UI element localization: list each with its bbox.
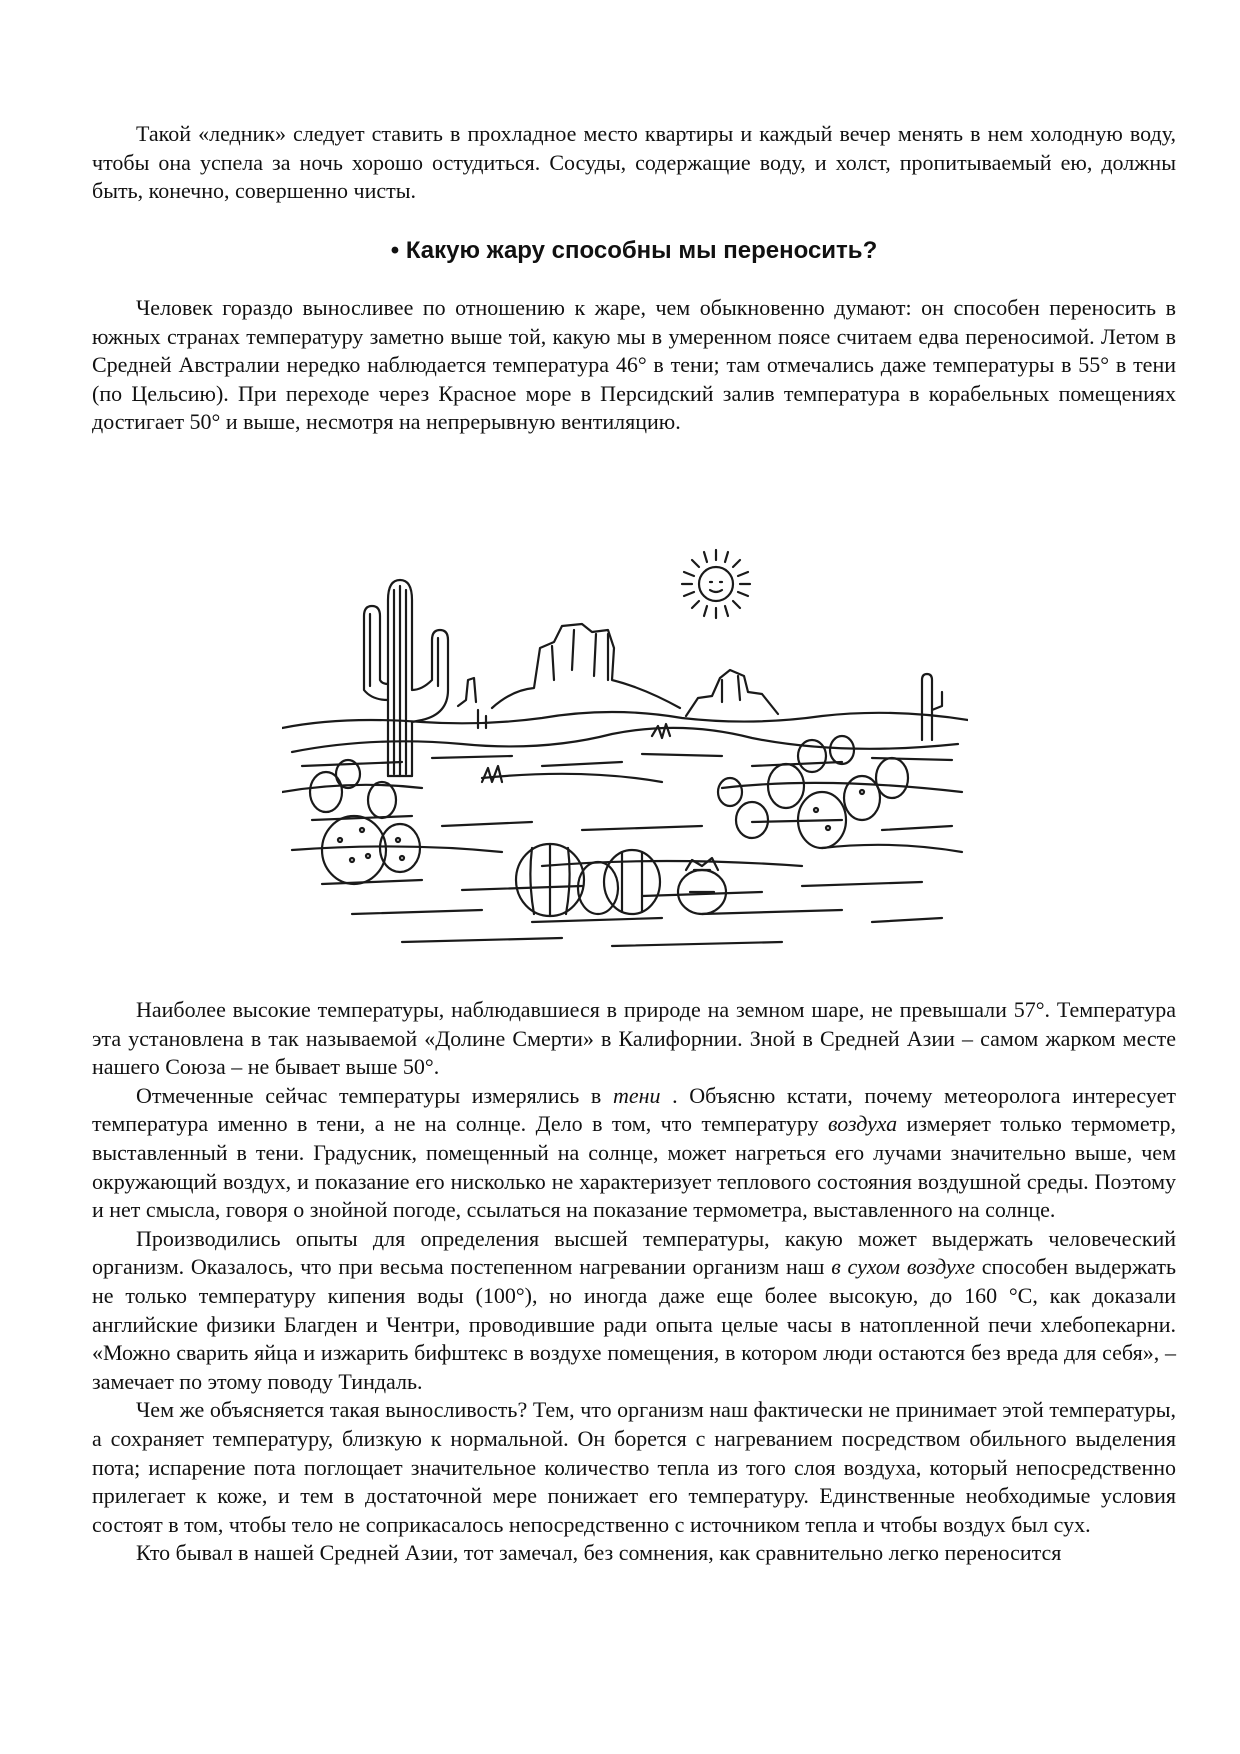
mesa-center — [492, 624, 680, 708]
prickly-pear-cactus-icon — [310, 760, 420, 884]
barrel-cactus-icon — [516, 844, 726, 916]
body-paragraph-4: Чем же объясняется такая выносливость? Тем, что организм наш фактически не принимает этой температуры, а сохраняет температуру, близкую к нормальной. Он борется с нагреванием посредством обильного выделения пота; испарение пота поглощает значительное количество тепла из того слоя воздуха, который непосредственно прилегает к коже, и тем в достаточной мере понижает его температуру. Единственные необходимые условия состоят в том, чтобы тело не соприкасалось непосредственно с источником тепла и чтобы воздух был сух. — [92, 1397, 1176, 1537]
body-paragraph-5: Кто бывал в нашей Средней Азии, тот замечал, без сомнения, как сравнительно легко переносится — [136, 1540, 1062, 1566]
body-paragraph-2: Отмеченные сейчас температуры измерялись в тени . Объясню кстати, почему метеоролога интересует температура именно в тени, а не на солнце. Дело в том, что температуру воздуха измеряет только термометр, выставленный в тени. Градусник, помещенный на солнце, может нагреться его лучами значительно выше, чем окружающий воздух, и показание его нисколько не характеризует теплового состояния воздушной среды. Поэтому и нет смысла, говоря о знойной погоде, ссылаться на показание термометра, выставленного на солнце. — [92, 1082, 1176, 1223]
intro-text — [92, 120, 1176, 206]
body-text — [92, 996, 1176, 1568]
section-heading: • Какую жару способны мы переносить? — [390, 237, 878, 264]
intro-paragraph: Такой «ледник» следует ставить в прохладное место квартиры и каждый вечер менять в нем холодную воду, чтобы она успела за ночь хорошо остудиться. Сосуды, содержащие воду, и холст, пропитываемый ею, должны быть, конечно, совершенно чисты. — [92, 121, 1176, 204]
section-paragraph: Человек гораздо выносливее по отношению к жаре, чем обыкновенно думают: он способен переносить в южных странах температуру заметно выше той, какую мы в умеренном поясе считаем едва переносимой. Летом в Средней Австралии нередко наблюдается температура 46° в тени; там отмечались даже температуры в 55° в тени (по Цельсию). При переходе через Красное море в Персидский залив температура в корабельных помещениях достигает 50° и выше, несмотря на непрерывную вентиляцию. — [92, 295, 1176, 435]
prickly-pear-cactus-right-icon — [718, 736, 908, 848]
sun-icon — [682, 550, 750, 618]
body-paragraph-1: Наиболее высокие температуры, наблюдавшиеся в природе на земном шаре, не превышали 57°. Температура эта установлена в так называемой «Долине Смерти» в Калифорнии. Зной в Средней Азии – самом жарком месте нашего Союза – не бывает выше 50°. — [92, 997, 1176, 1080]
body-paragraph-3: Производились опыты для определения высшей температуры, какую может выдержать человеческий организм. Оказалось, что при весьма постепенном нагревании организм наш в сухом воздухе способен выдержать не только температуру кипения воды (100°), но иногда даже еще более высокую, до 160 °C, как доказали английские физики Благден и Чентри, проводившие ради опыта целые часы в натопленной печи хлебопекарни. «Можно сварить яйца и изжарить бифштекс в воздухе помещения, в котором люди остаются без вреда для себя», – замечает по этому поводу Тиндаль. — [92, 1225, 1177, 1394]
section-intro — [92, 294, 1176, 437]
mesa-right — [686, 670, 778, 716]
saguaro-cactus-icon — [364, 580, 448, 776]
desert-landscape-illustration — [282, 530, 968, 954]
